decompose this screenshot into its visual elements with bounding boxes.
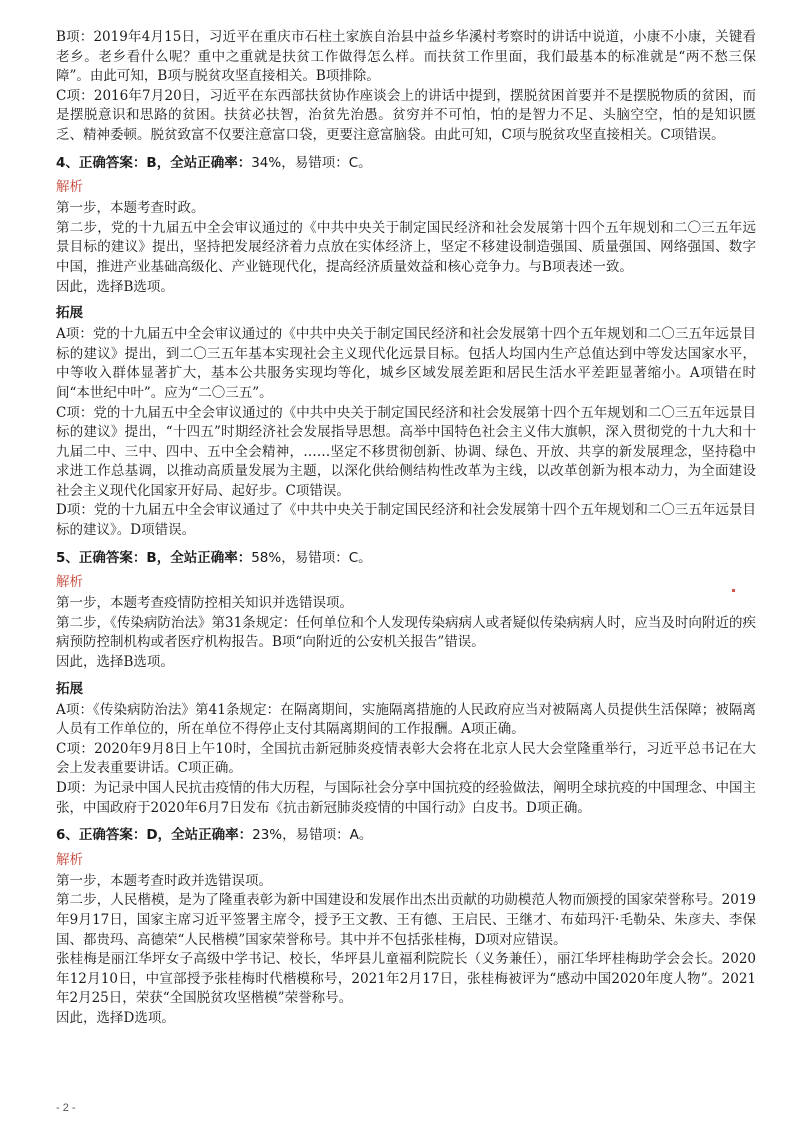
q6-step2: 第二步，人民楷模，是为了隆重表彰为新中国建设和发展作出杰出贡献的功勋模范人物而颁授的国家荣誉称号。2019年9月17日，国家主席习近平签署主席令，授予王文教、王有德、王启民、王继才、布茹玛汗·毛勒朵、朱彦夫、李保国、都贵玛、高德荣“人民楷模”国家荣誉称号。其中并不包括张桂梅，D项对应错误。 [56, 892, 756, 948]
q5-step2: 第二步，《传染病防治法》第31条规定：任何单位和个人发现传染病病人或者疑似传染病病人时，应当及时向附近的疾病预防控制机构或者医疗机构报告。B项“向附近的公安机关报告”错误。 [56, 614, 756, 651]
q4-analysis-heading: 解析 [56, 179, 83, 196]
q4-answer-tail: 34%，易错项：C。 [251, 154, 372, 171]
q4-extension-heading: 拓展 [56, 305, 83, 322]
q5-option-a: A项：《传染病防治法》第41条规定：在隔离期间，实施隔离措施的人民政府应当对被隔离人员提供生活保障；被隔离人员有工作单位的，所在单位不得停止支付其隔离期间的工作报酬。A项正确。 [56, 701, 756, 738]
q5-answer-label: 5、正确答案： [56, 549, 147, 566]
q6-analysis-heading: 解析 [56, 851, 83, 868]
page-number: - 2 - [56, 1102, 76, 1114]
q6-conclusion: 因此，选择D选项。 [56, 1009, 175, 1026]
q5-analysis-heading: 解析 [56, 574, 83, 591]
option-c-text: C项：2016年7月20日，习近平在东西部扶贫协作座谈会上的讲话中提到，摆脱贫困首要并不是摆脱物质的贫困，而是摆脱意识和思路的贫困。扶贫必扶智，治贫先治愚。贫穷并不可怕，怕的是智力不足、头脑空空，怕的是知识匮乏、精神委顿。脱贫致富不仅要注意富口袋，更要注意富脑袋。由此可知，C项与脱贫攻坚直接相关。C项错误。 [56, 87, 756, 143]
q4-option-c: C项：党的十九届五中全会审议通过的《中共中央关于制定国民经济和社会发展第十四个五年规划和二〇三五年远景目标的建议》提出，“十四五”时期经济社会发展指导思想。高举中国特色社会主义伟大旗帜，深入贯彻党的十九大和十九届二中、三中、四中、五中全会精神，……坚定不移贯彻创新、协调、绿色、开放、共享的新发展理念，坚持稳中求进工作总基调，以推动高质量发展为主题，以深化供给侧结构性改革为主线，以改革创新为根本动力，为全面建设社会主义现代化国家开好局、起好步。C项错误。 [56, 404, 756, 499]
q5-option-c: C项：2020年9月8日上午10时，全国抗击新冠肺炎疫情表彰大会将在北京人民大会堂隆重举行，习近平总书记在大会上发表重要讲话。C项正确。 [56, 740, 756, 777]
q5-option-d: D项：为记录中国人民抗击疫情的伟大历程，与国际社会分享中国抗疫的经验做法，阐明全球抗疫的中国理念、中国主张，中国政府于2020年6月7日发布《抗击新冠肺炎疫情的中国行动》白皮书。D项正确。 [56, 780, 756, 816]
option-b-text: B项：2019年4月15日，习近平在重庆市石柱土家族自治县中益乡华溪村考察时的讲话中说道，小康不小康，关键看老乡。老乡看什么呢？重中之重就是扶贫工作做得怎么样。而扶贫工作里面，我们最基本的标准就是“两不愁三保障”。由此可知，B项与脱贫攻坚直接相关。B项排除。 [56, 29, 756, 85]
q5-answer-tail: 58%，易错项：C。 [251, 549, 372, 566]
q4-option-a: A项：党的十九届五中全会审议通过的《中共中央关于制定国民经济和社会发展第十四个五年规划和二〇三五年远景目标的建议》提出，到二〇三五年基本实现社会主义现代化远景目标。包括人均国内生产总值达到中等发达国家水平，中等收入群体显著扩大，基本公共服务实现均等化，城乡区域发展差距和居民生活水平差距显著缩小。A项错在时间“本世纪中叶”。应为“二〇三五”。 [56, 326, 756, 401]
q6-step1: 第一步，本题考查时政并选错误项。 [56, 872, 272, 889]
q4-conclusion: 因此，选择B选项。 [56, 278, 174, 295]
stray-red-mark [732, 589, 735, 592]
q4-step1: 第一步，本题考查时政。 [56, 200, 205, 217]
q6-answer-bold: D，全站正确率： [146, 827, 253, 844]
q6-answer-line [56, 826, 756, 846]
q5-extension-heading: 拓展 [56, 680, 83, 697]
q6-answer-tail: 23%，易错项：A。 [252, 827, 373, 844]
q5-answer-line [56, 549, 756, 569]
q5-answer-bold: B，全站正确率： [146, 549, 252, 566]
q4-step2: 第二步，党的十九届五中全会审议通过的《中共中央关于制定国民经济和社会发展第十四个五年规划和二〇三五年远景目标的建议》提出，坚持把发展经济着力点放在实体经济上，坚定不移建设制造强国、质量强国、网络强国、数字中国，推进产业基础高级化、产业链现代化，提高经济质量效益和核心竞争力。与B项表述一致。 [56, 219, 756, 275]
q4-answer-line [56, 154, 756, 174]
q4-answer-label: 4、正确答案： [56, 154, 147, 171]
q6-step3: 张桂梅是丽江华坪女子高级中学书记、校长，华坪县儿童福利院院长（义务兼任），丽江华坪桂梅助学会会长。2020年12月10日，中宣部授予张桂梅时代楷模称号，2021年2月17日，张桂梅被评为“感动中国2020年度人物”。2021年2月25日，荣获“全国脱贫攻坚楷模”荣誉称号。 [56, 951, 756, 1007]
q5-step1: 第一步，本题考查疫情防控相关知识并选错误项。 [56, 595, 353, 612]
document-page [56, 28, 756, 1029]
q4-answer-bold: B，全站正确率： [146, 154, 252, 171]
q5-conclusion: 因此，选择B选项。 [56, 654, 174, 671]
q4-option-d: D项：党的十九届五中全会审议通过了《中共中央关于制定国民经济和社会发展第十四个五年规划和二〇三五年远景目标的建议》。D项错误。 [56, 502, 756, 539]
q6-answer-label: 6、正确答案： [56, 827, 147, 844]
